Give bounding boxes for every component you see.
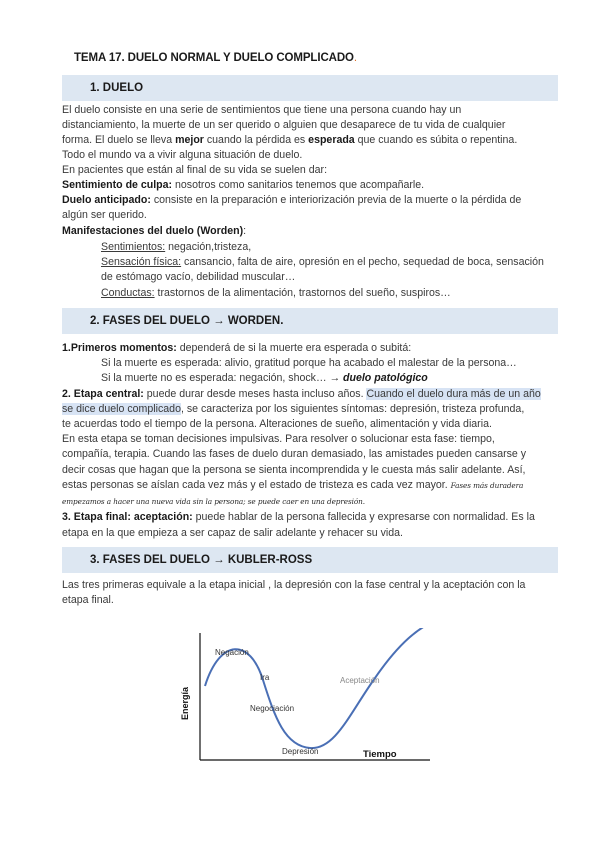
paragraph-line: Todo el mundo va a vivir alguna situación de duelo. (62, 149, 303, 161)
stage-label-negociacion: Negociación (250, 704, 295, 713)
stage-label-negacion: Negación (215, 648, 249, 657)
etapa-central-line: 2. Etapa central: puede durar desde meses hasta incluso años. Cuando el duelo dura más de un año (62, 388, 541, 400)
paragraph-line: En pacientes que están al final de su vida se suelen dar: (62, 164, 328, 176)
paragraph-line: Las tres primeras equivale a la etapa inicial , la depresión con la fase central y la aceptación con la (62, 579, 526, 591)
stage-label-ira: Ira (260, 673, 270, 682)
manifestaciones-line: Manifestaciones del duelo (Worden): (62, 225, 247, 237)
sensacion-fisica-line: Sensación física: cansancio, falta de aire, opresión en el pecho, sequedad de boca, sensación (101, 256, 544, 268)
etapa-final-line: 3. Etapa final: aceptación: puede hablar de la persona fallecida y expresarse con normalidad. Es la (62, 511, 535, 523)
section-heading-kubler-ross: 3. FASES DEL DUELO → KUBLER-ROSS (62, 547, 558, 573)
section-heading-worden: 2. FASES DEL DUELO → WORDEN. (62, 308, 558, 334)
paragraph-line: distanciamiento, la muerte de un ser querido o alguien que desaparece de tu vida de cualquier (62, 119, 506, 131)
paragraph-line: estas personas se aíslan cada vez más y el estado de tristeza es cada vez mayor. Fases más duradera (62, 479, 524, 491)
y-axis-label: Energía (180, 686, 190, 720)
culpa-line: Sentimiento de culpa: nosotros como sanitarios tenemos que acompañarle. (62, 179, 425, 191)
stage-label-depresion: Depresión (282, 747, 319, 756)
section-heading-duelo: 1. DUELO (62, 75, 558, 101)
anticipado-line: Duelo anticipado: consiste en la preparación e interiorización previa de la muerte o la pérdida de (62, 194, 522, 206)
conductas-line: Conductas: trastornos de la alimentación, trastornos del sueño, suspiros… (101, 287, 451, 299)
kubler-ross-chart (175, 628, 435, 768)
handwritten-note-line: empezamos a hacer una nueva vida sin la persona; se puede caer en una depresión. (62, 497, 365, 506)
x-axis-label: Tiempo (363, 749, 397, 760)
paragraph-line: algún ser querido. (62, 209, 147, 221)
paragraph-line: forma. El duelo se lleva mejor cuando la pérdida es esperada que cuando es súbita o repentina. (62, 134, 518, 146)
paragraph-line: En esta etapa se toman decisiones impulsivas. Para resolver o solucionar esta fase: tiempo, (62, 433, 495, 445)
esperada-line: Si la muerte es esperada: alivio, gratitud porque ha acabado el malestar de la persona… (101, 357, 517, 369)
paragraph-line: te acuerdas todo el tiempo de la persona. Alteraciones de sueño, alimentación y vida diaria. (62, 418, 492, 430)
paragraph-line: compañía, terapia. Cuando las fases de duelo duran demasiado, las amistades pueden cansarse y (62, 448, 527, 460)
paragraph-line: de estómago vacío, debilidad muscular… (101, 271, 296, 283)
document-title: TEMA 17. DUELO NORMAL Y DUELO COMPLICADO. (74, 52, 358, 64)
paragraph-line: etapa final. (62, 594, 114, 606)
paragraph-line: se dice duelo complicado, se caracteriza por los siguientes síntomas: depresión, tristeza profunda, (62, 403, 525, 415)
no-esperada-line: Si la muerte no es esperada: negación, shock… → duelo patológico (101, 372, 428, 384)
stage-label-aceptacion: Aceptación (340, 676, 380, 685)
paragraph-line: decir cosas que hagan que la persona se sienta incomprendida y le cuesta más salir adelante. Así, (62, 464, 526, 476)
grief-curve (205, 628, 425, 748)
sentimientos-line: Sentimientos: negación,tristeza, (101, 241, 252, 253)
primeros-momentos-line: 1.Primeros momentos: dependerá de si la muerte era esperada o subitá: (62, 342, 412, 354)
paragraph-line: etapa en la que empieza a ser capaz de salir adelante y rehacer su vida. (62, 527, 403, 539)
paragraph-line: El duelo consiste en una serie de sentimientos que tiene una persona cuando hay un (62, 104, 462, 116)
handwritten-note: Fases más duradera (450, 481, 524, 490)
